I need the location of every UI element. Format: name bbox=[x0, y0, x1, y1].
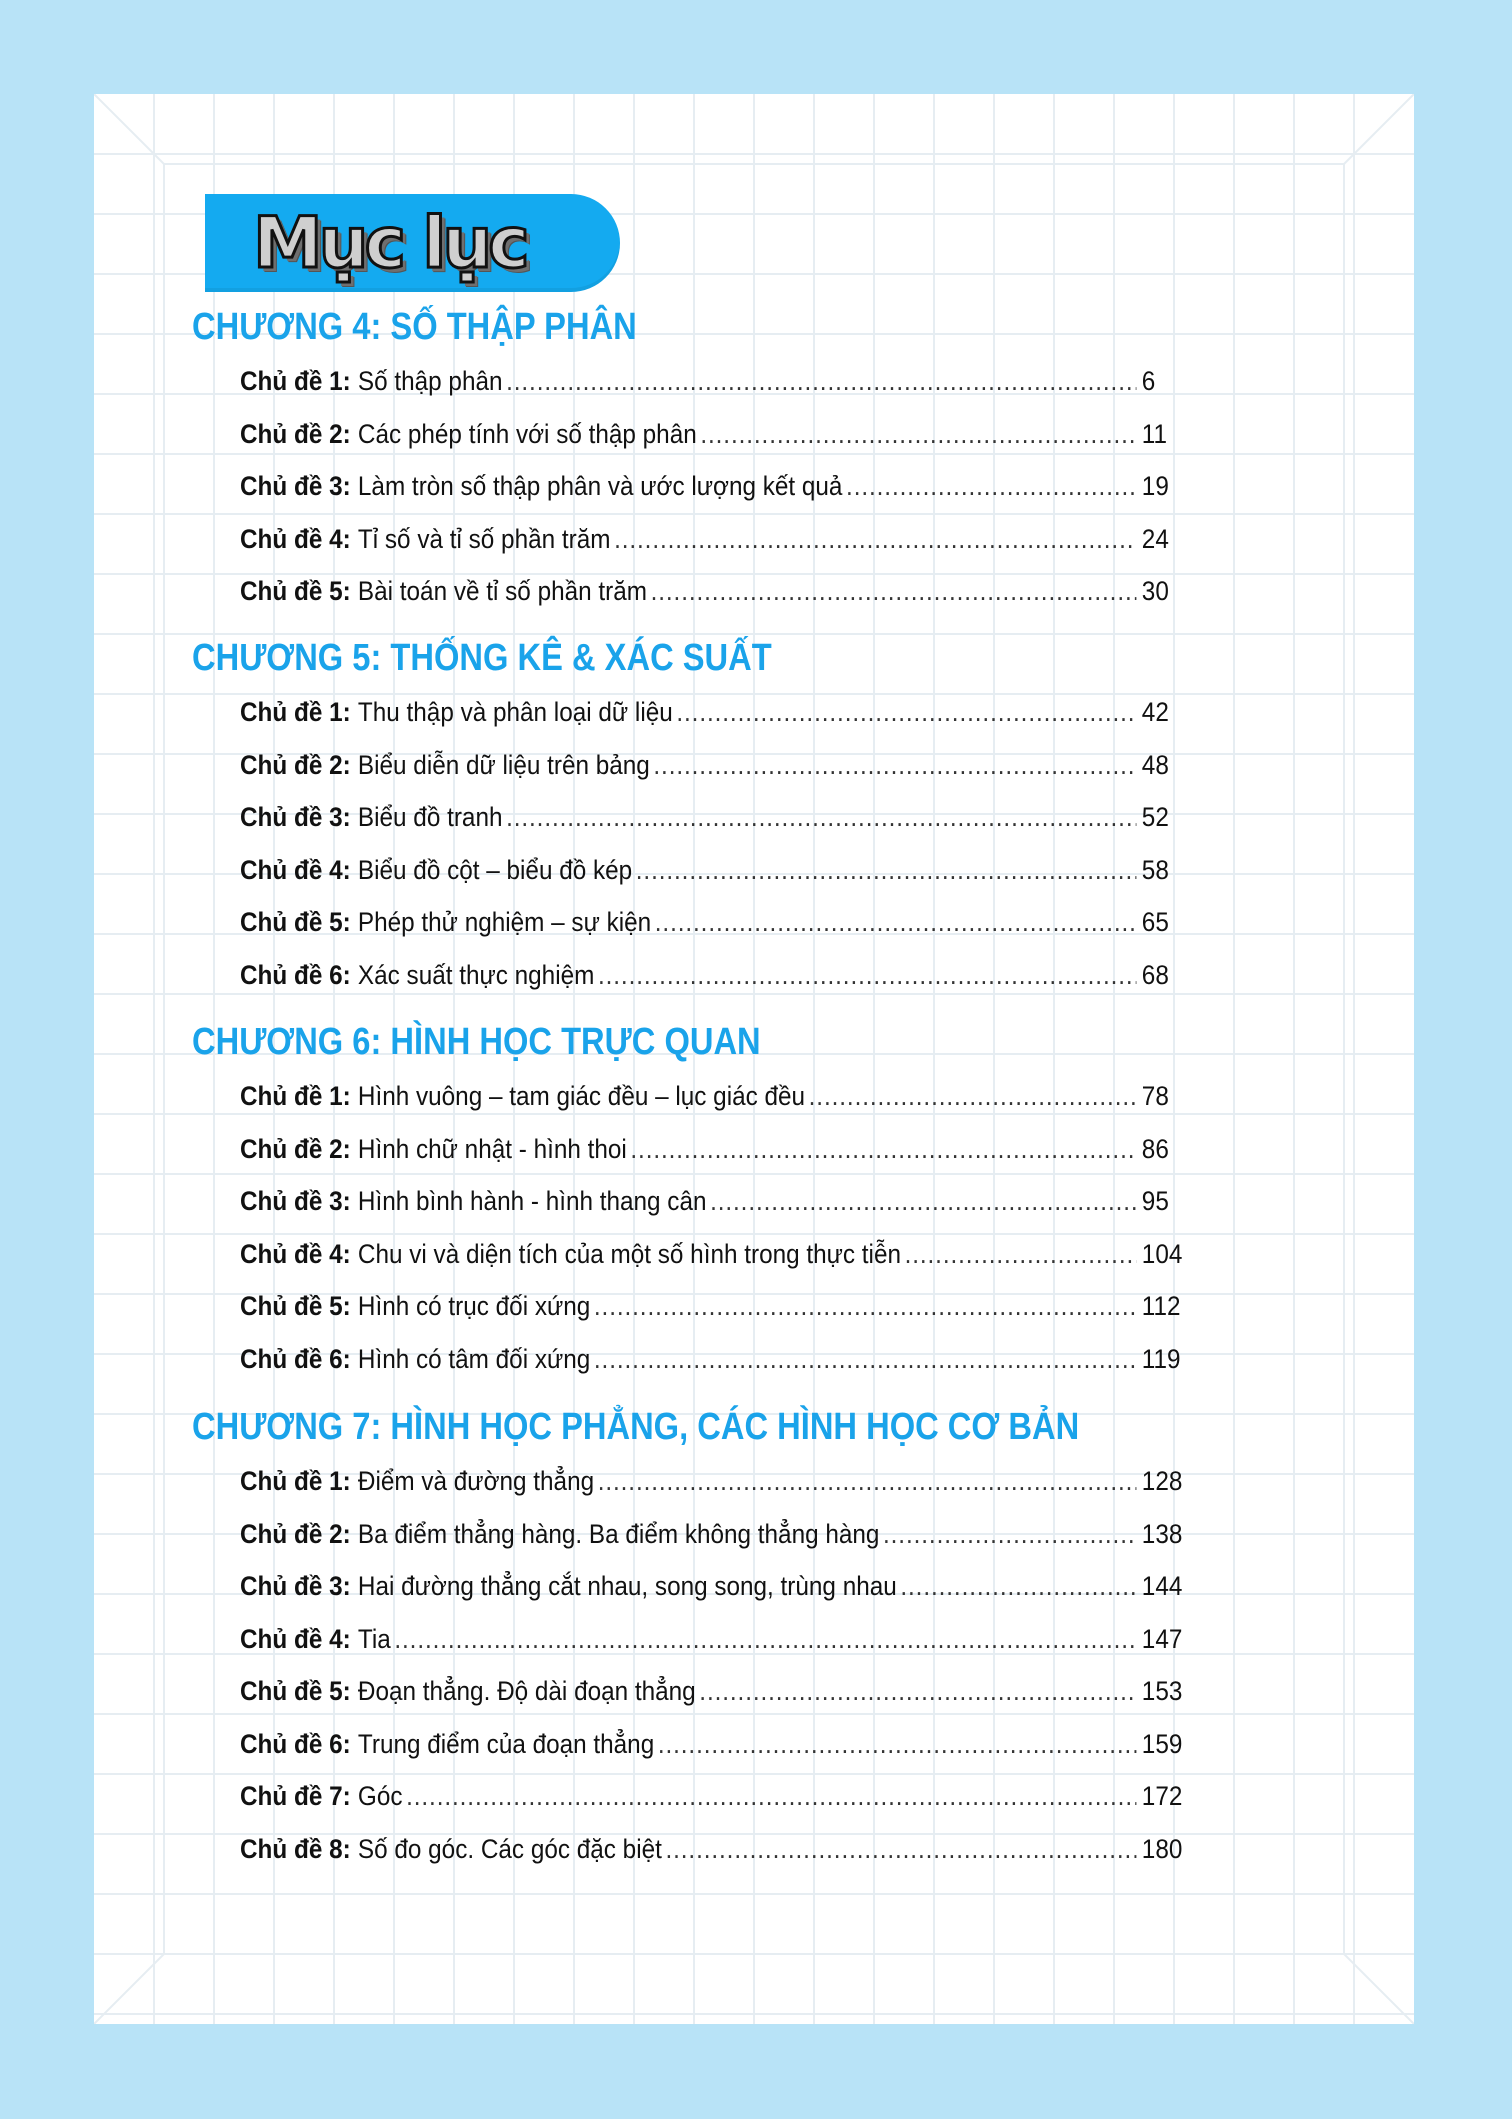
page-number: 159 bbox=[1141, 1728, 1183, 1759]
topic-number: Chủ đề 6: bbox=[240, 1728, 351, 1759]
topic-number: Chủ đề 8: bbox=[240, 1833, 351, 1864]
topic-number: Chủ đề 4: bbox=[240, 523, 351, 554]
topic-number: Chủ đề 1: bbox=[240, 1081, 351, 1111]
page-number: 153 bbox=[1141, 1676, 1183, 1706]
chapter-title: CHƯƠNG 5: THỐNG KÊ & XÁC SUẤT bbox=[192, 637, 772, 679]
topic-number: Chủ đề 2: bbox=[240, 1133, 351, 1164]
dot-leader bbox=[503, 355, 1137, 408]
topic-title: Hình bình hành - hình thang cân bbox=[357, 1186, 707, 1216]
chapter-section bbox=[192, 1014, 1292, 1385]
topic-number: Chủ đề 3: bbox=[240, 802, 351, 832]
toc-entry[interactable] bbox=[240, 1665, 1290, 1718]
toc-entry[interactable] bbox=[240, 686, 1290, 739]
page-number: 11 bbox=[1141, 418, 1168, 449]
dot-leader bbox=[901, 1228, 1136, 1281]
toc-entry[interactable] bbox=[240, 1560, 1290, 1613]
topic-number: Chủ đề 5: bbox=[240, 1291, 351, 1321]
topic-number: Chủ đề 5: bbox=[240, 907, 351, 937]
dot-leader bbox=[897, 1560, 1137, 1613]
topic-title: Hình chữ nhật - hình thoi bbox=[357, 1133, 627, 1164]
topic-number: Chủ đề 3: bbox=[240, 1186, 351, 1216]
dot-leader bbox=[594, 1455, 1136, 1508]
dot-leader bbox=[706, 1175, 1136, 1228]
toc-entry[interactable] bbox=[240, 408, 1290, 461]
page-number: 65 bbox=[1141, 907, 1169, 937]
toc-entry[interactable] bbox=[240, 1228, 1290, 1281]
topic-number: Chủ đề 4: bbox=[240, 1238, 351, 1269]
dot-leader bbox=[805, 1070, 1136, 1123]
page-number: 180 bbox=[1141, 1833, 1183, 1864]
page-number: 112 bbox=[1141, 1291, 1181, 1321]
page-number: 30 bbox=[1141, 576, 1169, 606]
toc-entry[interactable] bbox=[240, 1823, 1290, 1876]
page-number: 6 bbox=[1141, 366, 1156, 396]
topic-title: Đoạn thẳng. Độ dài đoạn thẳng bbox=[357, 1676, 696, 1706]
topic-title: Phép thử nghiệm – sự kiện bbox=[357, 907, 652, 937]
toc-entry[interactable] bbox=[240, 1280, 1290, 1333]
dot-leader bbox=[879, 1508, 1136, 1561]
topic-number: Chủ đề 4: bbox=[240, 854, 351, 885]
topic-title: Các phép tính với số thập phân bbox=[357, 418, 697, 449]
topic-title: Biểu đồ cột – biểu đồ kép bbox=[357, 854, 633, 885]
topic-title: Điểm và đường thẳng bbox=[357, 1466, 595, 1496]
page-number: 128 bbox=[1141, 1466, 1183, 1496]
topic-number: Chủ đề 3: bbox=[240, 1571, 351, 1601]
toc-entry[interactable] bbox=[240, 1070, 1290, 1123]
page-number: 147 bbox=[1141, 1623, 1183, 1654]
page-number: 68 bbox=[1141, 959, 1169, 990]
topic-number: Chủ đề 3: bbox=[240, 471, 351, 501]
dot-leader bbox=[610, 513, 1136, 566]
topic-title: Xác suất thực nghiệm bbox=[357, 959, 595, 990]
dot-leader bbox=[696, 1665, 1137, 1718]
page-number: 138 bbox=[1141, 1518, 1183, 1549]
toc-entry[interactable] bbox=[240, 565, 1290, 618]
topic-number: Chủ đề 6: bbox=[240, 959, 351, 990]
page-number: 144 bbox=[1141, 1571, 1183, 1601]
toc-entry[interactable] bbox=[240, 460, 1290, 513]
page-number: 24 bbox=[1141, 523, 1169, 554]
toc-page bbox=[94, 94, 1414, 2024]
chapter-title: CHƯƠNG 6: HÌNH HỌC TRỰC QUAN bbox=[192, 1021, 761, 1063]
toc-entry[interactable] bbox=[240, 791, 1290, 844]
dot-leader bbox=[402, 1770, 1136, 1823]
chapter-section bbox=[192, 630, 1292, 1001]
toc-entry[interactable] bbox=[240, 513, 1290, 566]
topic-number: Chủ đề 5: bbox=[240, 1676, 351, 1706]
topic-number: Chủ đề 5: bbox=[240, 576, 351, 606]
topic-title: Chu vi và diện tích của một số hình trong thực tiễn bbox=[357, 1238, 901, 1269]
topic-number: Chủ đề 1: bbox=[240, 1466, 351, 1496]
topic-number: Chủ đề 1: bbox=[240, 697, 351, 727]
chapter-section bbox=[192, 299, 1292, 618]
page-number: 48 bbox=[1141, 749, 1169, 780]
page-number: 19 bbox=[1141, 471, 1169, 501]
toc-entry[interactable] bbox=[240, 739, 1290, 792]
topic-number: Chủ đề 2: bbox=[240, 1518, 351, 1549]
title-banner bbox=[205, 194, 620, 292]
dot-leader bbox=[632, 844, 1136, 897]
topic-title: Làm tròn số thập phân và ước lượng kết quả bbox=[357, 471, 843, 501]
topic-number: Chủ đề 7: bbox=[240, 1781, 351, 1811]
dot-leader bbox=[590, 1280, 1136, 1333]
page-number: 78 bbox=[1141, 1081, 1169, 1111]
topic-title: Bài toán về tỉ số phần trăm bbox=[357, 576, 647, 606]
topic-title: Hai đường thẳng cắt nhau, song song, trùng nhau bbox=[357, 1571, 897, 1601]
dot-leader bbox=[502, 791, 1136, 844]
topic-number: Chủ đề 2: bbox=[240, 418, 351, 449]
topic-title: Trung điểm của đoạn thẳng bbox=[357, 1728, 655, 1759]
page-number: 104 bbox=[1141, 1238, 1183, 1269]
topic-title: Ba điểm thẳng hàng. Ba điểm không thẳng hàng bbox=[357, 1518, 880, 1549]
page-number: 172 bbox=[1141, 1781, 1183, 1811]
dot-leader bbox=[697, 408, 1137, 461]
dot-leader bbox=[594, 949, 1136, 1002]
topic-title: Thu thập và phân loại dữ liệu bbox=[357, 697, 673, 727]
toc-entry[interactable] bbox=[240, 896, 1290, 949]
topic-number: Chủ đề 2: bbox=[240, 749, 351, 780]
dot-leader bbox=[651, 896, 1136, 949]
dot-leader bbox=[590, 1333, 1136, 1386]
topic-title: Góc bbox=[357, 1781, 403, 1811]
toc-entry[interactable] bbox=[240, 1508, 1290, 1561]
dot-leader bbox=[650, 739, 1137, 792]
topic-title: Tỉ số và tỉ số phần trăm bbox=[357, 523, 611, 554]
dot-leader bbox=[662, 1823, 1137, 1876]
dot-leader bbox=[647, 565, 1136, 618]
chapter-title: CHƯƠNG 7: HÌNH HỌC PHẲNG, CÁC HÌNH HỌC CƠ BẢN bbox=[192, 1406, 1080, 1448]
dot-leader bbox=[627, 1123, 1137, 1176]
chapter-section bbox=[192, 1399, 1292, 1875]
topic-title: Hình vuông – tam giác đều – lục giác đều bbox=[357, 1081, 806, 1111]
topic-title: Biểu đồ tranh bbox=[357, 802, 503, 832]
topic-number: Chủ đề 1: bbox=[240, 366, 351, 396]
dot-leader bbox=[673, 686, 1137, 739]
toc-entry[interactable] bbox=[240, 844, 1290, 897]
dot-leader bbox=[654, 1718, 1136, 1771]
toc-entry[interactable] bbox=[240, 1175, 1290, 1228]
page-number: 86 bbox=[1141, 1133, 1169, 1164]
toc-entry[interactable] bbox=[240, 1718, 1290, 1771]
page-number: 52 bbox=[1141, 802, 1169, 832]
chapter-title: CHƯƠNG 4: SỐ THẬP PHÂN bbox=[192, 306, 637, 348]
page-title: Mục lục bbox=[253, 202, 526, 284]
dot-leader bbox=[842, 460, 1136, 513]
dot-leader bbox=[391, 1613, 1137, 1666]
page-number: 119 bbox=[1141, 1343, 1181, 1374]
toc-entry[interactable] bbox=[240, 949, 1290, 1002]
toc-entry[interactable] bbox=[240, 1333, 1290, 1386]
toc-entry[interactable] bbox=[240, 1613, 1290, 1666]
page-number: 95 bbox=[1141, 1186, 1169, 1216]
topic-title: Tia bbox=[357, 1623, 391, 1654]
topic-number: Chủ đề 4: bbox=[240, 1623, 351, 1654]
topic-number: Chủ đề 6: bbox=[240, 1343, 351, 1374]
toc-entry[interactable] bbox=[240, 1123, 1290, 1176]
topic-title: Hình có trục đối xứng bbox=[357, 1291, 591, 1321]
topic-title: Biểu diễn dữ liệu trên bảng bbox=[357, 749, 650, 780]
page-number: 42 bbox=[1141, 697, 1169, 727]
topic-title: Số thập phân bbox=[357, 366, 503, 396]
toc-entry[interactable] bbox=[240, 355, 1290, 408]
topic-title: Hình có tâm đối xứng bbox=[357, 1343, 591, 1374]
page-number: 58 bbox=[1141, 854, 1169, 885]
topic-title: Số đo góc. Các góc đặc biệt bbox=[357, 1833, 662, 1864]
toc-entry[interactable] bbox=[240, 1770, 1290, 1823]
toc-entry[interactable] bbox=[240, 1455, 1290, 1508]
